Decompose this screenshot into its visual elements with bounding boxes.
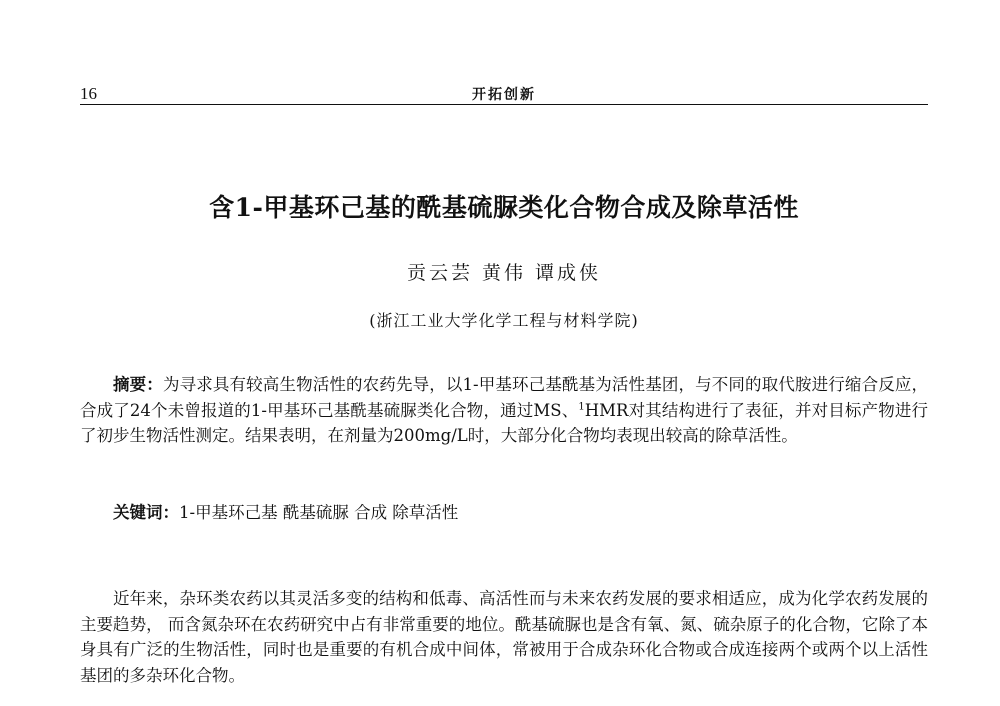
article-affiliation: (浙江工业大学化学工程与材料学院) [369,311,639,330]
keywords-text: 1-甲基环己基 酰基硫脲 合成 除草活性 [179,503,459,522]
abstract-paragraph [80,372,928,449]
keywords-label: 关键词： [113,503,179,522]
abstract-superscript: 1 [578,401,585,412]
article-title: 含1-甲基环己基的酰基硫脲类化合物合成及除草活性 [209,193,799,222]
intro-paragraph: 近年来，杂环类农药以其灵活多变的结构和低毒、高活性而与未来农药发展的要求相适应，成为化学农药发展的主要趋势， 而含氮杂环在农药研究中占有非常重要的地位。酰基硫脲也是含有氧、氮、硫杂原子的化合物，它除了本身具有广泛的生物活性，同时也是重要的有机合成中间体，常被用于合成杂环化合物或合成连接两个或两个以上活性基团的多杂环化合物。 [80,589,928,685]
article-authors: 贡云芸 黄伟 谭成侠 [406,262,602,284]
abstract-text-part1: 为寻求具有较高生物活性的农药先导，以1-甲基环己基酰基为活性基团，与不同的取代胺进行缩合反应，合成了24个未曾报道的1-甲基环己基酰基硫脲类化合物，通过MS、 [80,375,928,420]
keywords-paragraph [80,500,928,526]
abstract-label: 摘要： [113,375,163,394]
page-number: 16 [80,84,97,103]
page-header [80,80,928,105]
abstract-text-part2: HMR对其结构进行了表征，并对目标产物进行了初步生物活性测定。结果表明，在剂量为200mg/L时，大部分化合物均表现出较高的除草活性。 [80,400,928,445]
running-title: 开拓创新 [472,87,536,103]
